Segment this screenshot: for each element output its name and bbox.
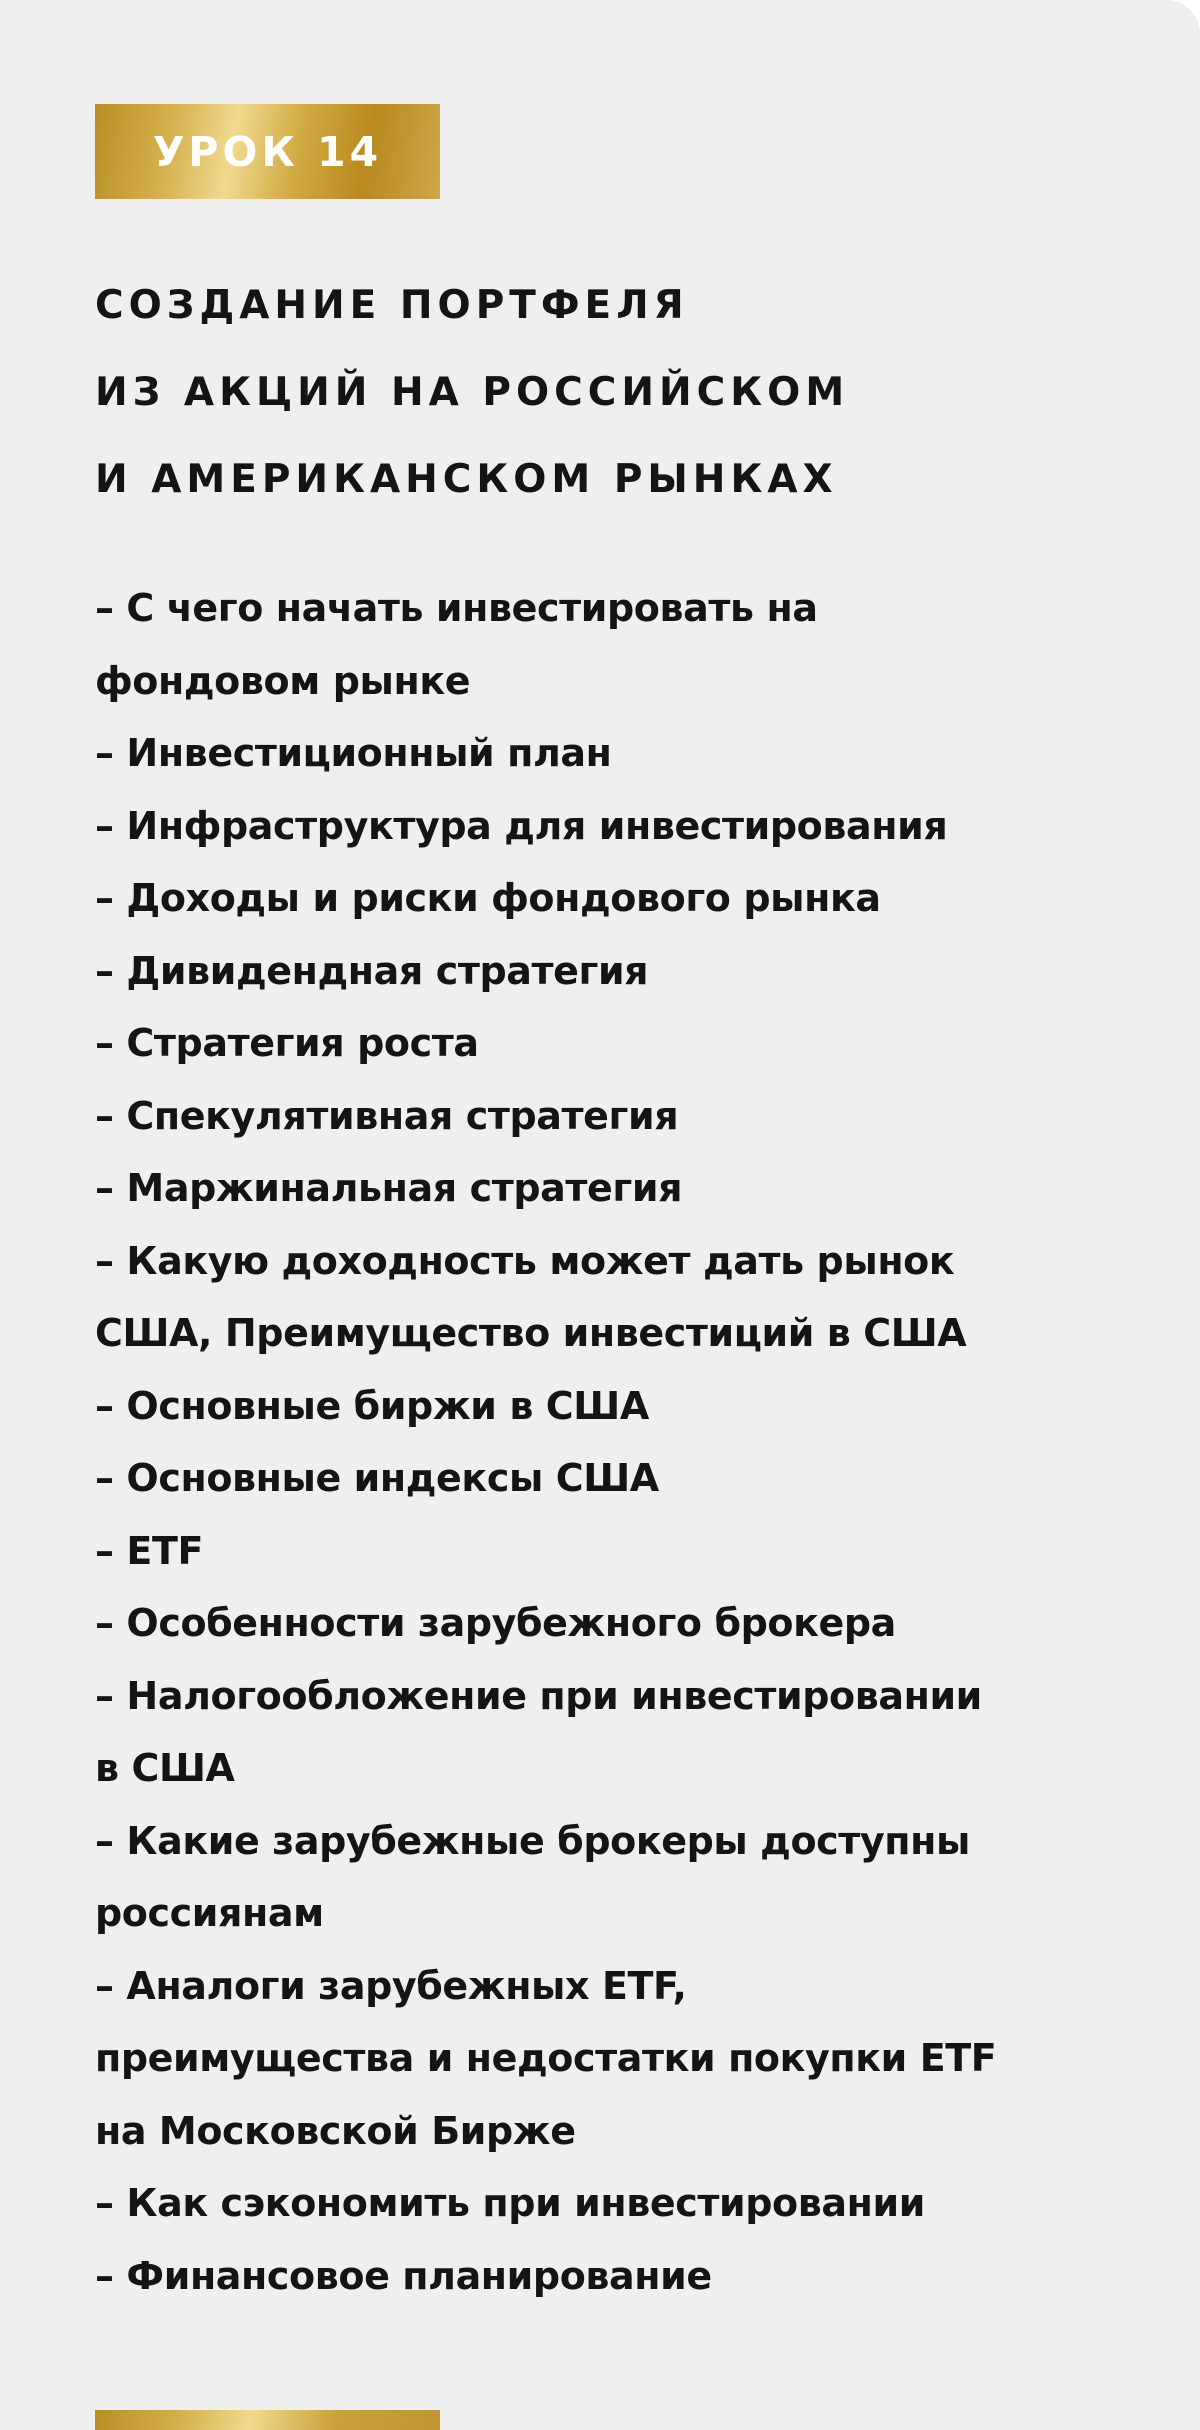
topic-line: – Спекулятивная стратегия — [95, 1093, 679, 1138]
topic-line: в США — [95, 1746, 235, 1790]
topic-line: – Какую доходность может дать рынок — [95, 1238, 955, 1283]
topic-line: – Основные индексы США — [95, 1456, 659, 1500]
topic-line: – Как сэкономить при инвестировании — [95, 2181, 925, 2225]
topic-line: – Стратегия роста — [95, 1021, 479, 1065]
topic-line: россиянам — [95, 1891, 324, 1935]
lesson-title — [95, 262, 1135, 523]
topic-line: – ETF — [95, 1528, 204, 1573]
topic-line: – Финансовое планирование — [95, 2253, 712, 2298]
topic-line: – Основные биржи в США — [95, 1383, 649, 1428]
topic-line: фондовом рынке — [95, 658, 471, 703]
topic-line: – Аналоги зарубежных ETF, — [95, 1963, 687, 2008]
topic-line: – Дивидендная стратегия — [95, 948, 649, 993]
lesson-number-label: УРОК 14 — [152, 127, 383, 176]
topic-line: – С чего начать инвестировать на — [95, 586, 818, 630]
topic-line: – Маржинальная стратегия — [95, 1166, 683, 1210]
lesson-title-line-1: СОЗДАНИЕ ПОРТФЕЛЯ — [95, 283, 689, 328]
topic-line: США, Преимущество инвестиций в США — [95, 1311, 967, 1355]
topic-line: – Инвестиционный план — [95, 731, 612, 775]
topic-line: – Инфраструктура для инвестирования — [95, 803, 948, 848]
lesson-title-line-3: И АМЕРИКАНСКОМ РЫНКАХ — [95, 457, 838, 502]
topic-line: – Налогообложение при инвестировании — [95, 1673, 982, 1718]
topic-list — [95, 572, 1145, 2312]
topic-line: – Какие зарубежные брокеры доступны — [95, 1818, 970, 1863]
topic-line: преимущества и недостатки покупки ETF — [95, 2036, 997, 2080]
gold-accent-bar — [95, 2410, 440, 2430]
lesson-title-line-2: ИЗ АКЦИЙ НА РОССИЙСКОМ — [95, 370, 850, 415]
lesson-number-badge — [95, 104, 440, 199]
topic-line: на Московской Бирже — [95, 2108, 576, 2153]
topic-line: – Особенности зарубежного брокера — [95, 1601, 896, 1645]
topic-line: – Доходы и риски фондового рынка — [95, 876, 881, 920]
